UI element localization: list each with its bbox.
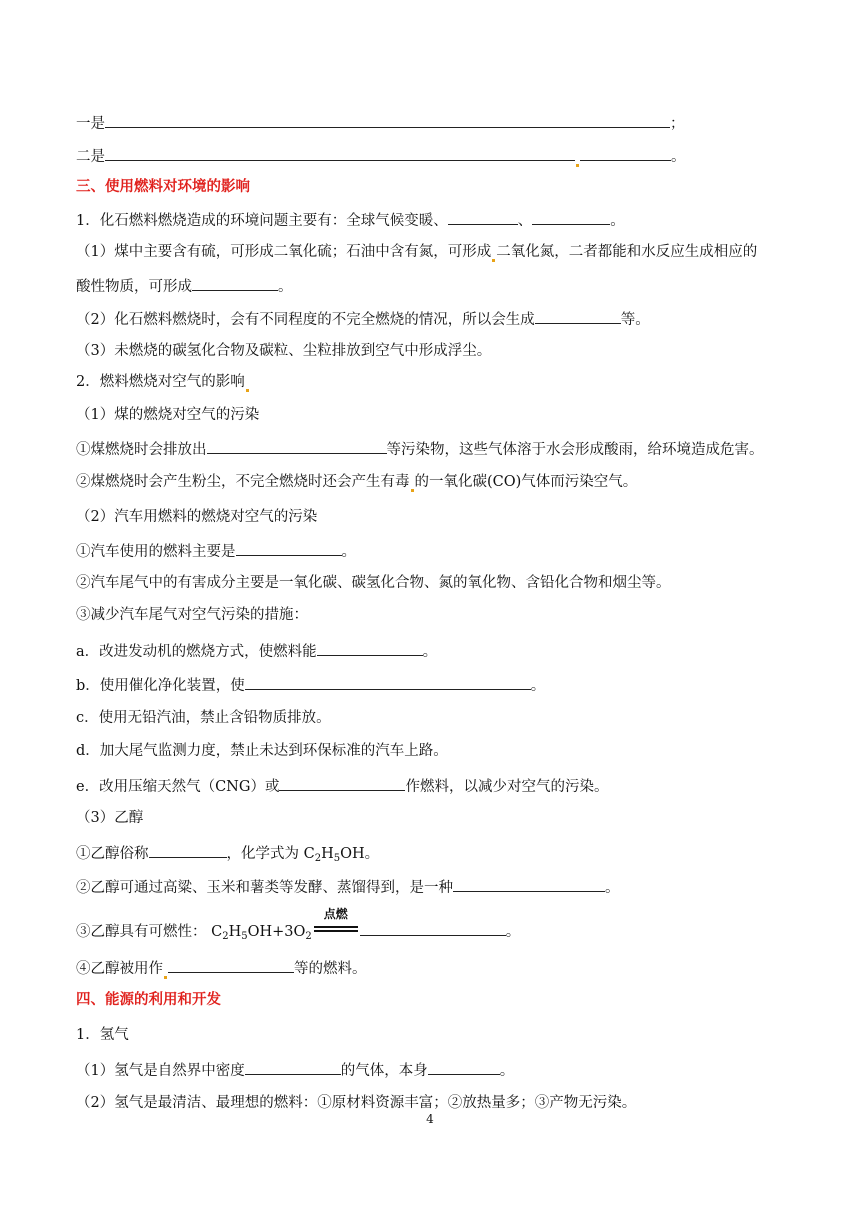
text: 。 — [671, 149, 686, 165]
text: H — [228, 924, 242, 940]
mark-dot — [246, 389, 249, 392]
paragraph — [76, 674, 820, 696]
text: 等。 — [620, 312, 650, 328]
subscript: 5 — [333, 853, 341, 864]
answer-blank[interactable] — [317, 640, 423, 656]
paragraph — [76, 308, 820, 330]
paragraph — [76, 957, 820, 979]
text: 作燃料，以减少对空气的污染。 — [405, 779, 609, 795]
text: ①汽车使用的燃料主要是 — [76, 544, 236, 560]
paragraph — [76, 640, 820, 662]
text: 二是 — [76, 149, 105, 165]
text: 。 — [278, 279, 293, 295]
answer-blank[interactable] — [168, 957, 294, 973]
answer-blank[interactable] — [192, 275, 278, 291]
answer-blank[interactable] — [428, 1059, 500, 1075]
line-reason-one — [76, 112, 820, 134]
text: （2）化石燃料燃烧时，会有不同程度的不完全燃烧的情况，所以会生成 — [76, 312, 535, 328]
paragraph — [76, 775, 820, 797]
answer-blank[interactable] — [236, 540, 342, 556]
section-heading-3: 三、使用燃料对环境的影响 — [76, 179, 250, 195]
paragraph: 1．氢气 — [76, 1027, 129, 1043]
paragraph: （1）煤的燃烧对空气的污染 — [76, 407, 260, 423]
answer-blank[interactable] — [453, 876, 605, 892]
text: ③乙醇具有可燃性： C — [76, 924, 223, 940]
paragraph — [76, 1059, 820, 1081]
answer-blank[interactable] — [207, 438, 387, 454]
subscript: 2 — [222, 931, 229, 942]
text: OH+3O — [247, 924, 306, 940]
text: ②乙醇可通过高粱、玉米和薯类等发酵、蒸馏得到，是一种 — [76, 880, 453, 896]
text: OH。 — [340, 846, 380, 862]
equals-bar — [314, 930, 358, 932]
text: 的气体，本身 — [340, 1063, 428, 1079]
paragraph — [76, 472, 820, 492]
paragraph: （2）汽车用燃料的燃烧对空气的污染 — [76, 509, 318, 525]
text: 等污染物，这些气体溶于水会形成酸雨，给环境造成危害。 — [386, 442, 764, 458]
paragraph: d．加大尾气监测力度，禁止未达到环保标准的汽车上路。 — [76, 743, 448, 759]
text: ； — [670, 116, 685, 132]
text: （1）氢气是自然界中密度 — [76, 1063, 245, 1079]
text: 。 — [605, 880, 620, 896]
answer-blank[interactable] — [105, 112, 670, 128]
text: ②煤燃烧时会产生粉尘，不完全燃烧时还会产生有毒 — [76, 474, 410, 490]
text: e．改用压缩天然气（CNG）或 — [76, 779, 280, 795]
section-heading-4: 四、能源的利用和开发 — [76, 992, 221, 1008]
paragraph — [76, 275, 820, 297]
condition-label: 点燃 — [323, 907, 348, 921]
text: 、 — [517, 213, 533, 229]
text: 。 — [610, 213, 625, 229]
answer-blank[interactable] — [580, 145, 671, 161]
text: ，化学式为 C — [226, 846, 315, 862]
text: 的一氧化碳(CO)气体而污染空气。 — [414, 474, 638, 490]
text: 被用作 — [119, 961, 163, 977]
text: 酸性物质，可形成 — [76, 279, 192, 295]
mark-dot — [411, 489, 414, 492]
reaction-equation — [76, 907, 820, 947]
text: 。 — [499, 1063, 515, 1079]
paragraph — [76, 209, 820, 231]
answer-blank[interactable] — [532, 209, 610, 225]
text: 。 — [505, 924, 521, 940]
paragraph — [76, 842, 820, 869]
text: ④乙醇 — [76, 961, 120, 977]
paragraph — [76, 540, 820, 562]
text: 1．化石燃料燃烧造成的环境问题主要有：全球气候变暖、 — [76, 213, 448, 229]
paragraph: c．使用无铅汽油，禁止含铅物质排放。 — [76, 710, 331, 726]
text: 2．燃料燃烧对空气的影响 — [76, 374, 245, 390]
answer-blank[interactable] — [245, 1059, 341, 1075]
text: 。 — [422, 644, 438, 660]
answer-blank[interactable] — [245, 674, 531, 690]
text: 。 — [341, 544, 356, 560]
text: b．使用催化净化装置，使 — [76, 678, 245, 694]
page-number: 4 — [426, 1112, 434, 1126]
answer-blank[interactable] — [360, 920, 506, 936]
subscript: 5 — [241, 931, 248, 942]
paragraph: （3）乙醇 — [76, 810, 144, 826]
reaction-condition — [312, 907, 360, 938]
mark-dot — [576, 164, 579, 167]
answer-blank[interactable] — [149, 842, 227, 858]
text: H — [321, 846, 334, 862]
answer-blank[interactable] — [105, 145, 575, 161]
mark-dot — [164, 976, 167, 979]
paragraph: ②汽车尾气中的有害成分主要是一氧化碳、碳氢化合物、氮的氧化物、含铅化合物和烟尘等。 — [76, 575, 671, 591]
answer-blank[interactable] — [535, 308, 621, 324]
text: 二氧化氮，二者都能和水反应生成相应的 — [496, 244, 758, 260]
mark-dot — [492, 259, 495, 262]
paragraph — [76, 242, 820, 262]
text: （1）煤中主要含有硫，可形成二氧化硫；石油中含有氮，可形成 — [76, 244, 492, 260]
text: a．改进发动机的燃烧方式，使燃料能 — [76, 644, 317, 660]
answer-blank[interactable] — [448, 209, 518, 225]
text: 等的燃料。 — [294, 961, 367, 977]
text: 。 — [530, 678, 546, 694]
subscript: 2 — [305, 931, 312, 942]
paragraph: （2）氢气是最清洁、最理想的燃料：①原材料资源丰富；②放热量多；③产物无污染。 — [76, 1095, 637, 1111]
text: ①乙醇俗称 — [76, 846, 149, 862]
line-reason-two — [76, 145, 820, 167]
text: ①煤燃烧时会排放出 — [76, 442, 207, 458]
paragraph: ③减少汽车尾气对空气污染的措施： — [76, 607, 308, 623]
answer-blank[interactable] — [279, 775, 405, 791]
equals-bar — [314, 926, 358, 928]
text: 一是 — [76, 116, 105, 132]
subscript: 2 — [314, 853, 322, 864]
paragraph: （3）未燃烧的碳氢化合物及碳粒、尘粒排放到空气中形成浮尘。 — [76, 343, 492, 359]
paragraph — [76, 876, 820, 898]
paragraph — [76, 438, 820, 460]
paragraph — [76, 372, 820, 392]
